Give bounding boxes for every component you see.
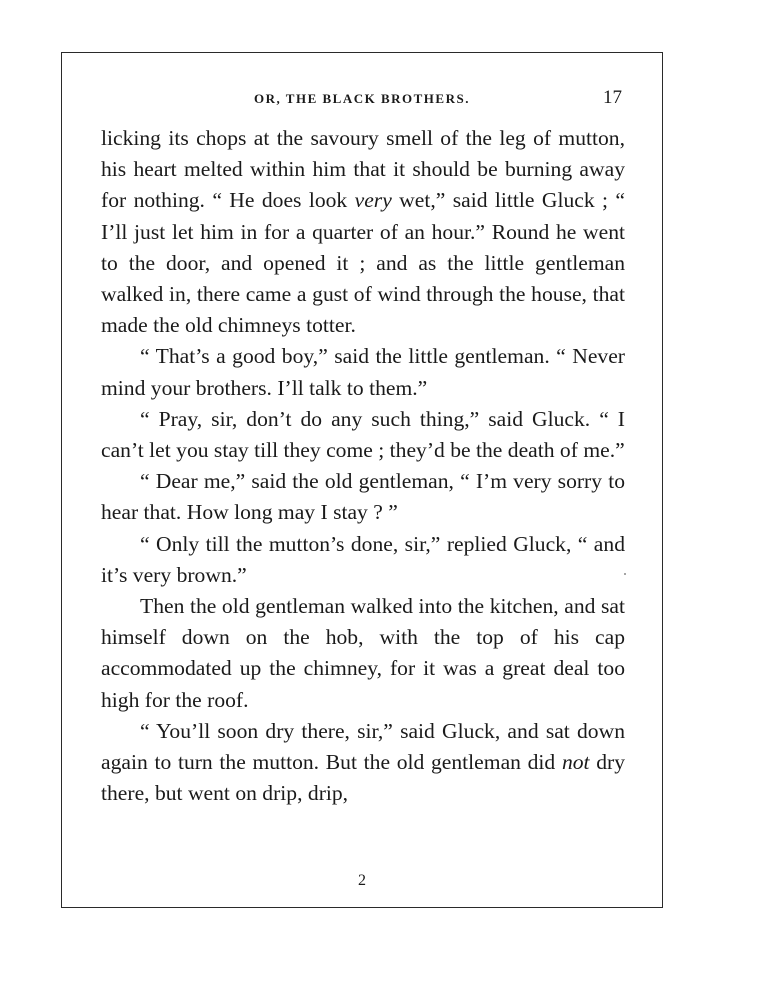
- text-run: dry there, but went on drip, drip,: [101, 750, 626, 806]
- text-run: “ Only till the mutton’s done, sir,” replied Gluck, “ and it’s very brown.”: [101, 531, 625, 587]
- page-frame: [61, 52, 663, 908]
- paragraph: [101, 341, 625, 403]
- paragraph: [101, 716, 625, 810]
- text-run: “ You’ll soon dry there, sir,” said Gluck, and sat down again to turn the mutton. But the old gentleman did: [101, 718, 625, 775]
- page-number: 17: [603, 87, 622, 108]
- paragraph: [101, 529, 625, 591]
- text-run: Then the old gentleman walked into the kitchen, and sat himself down on the hob, with the top of his cap accommodated up the chimney, for it was a great deal too high for the roof.: [101, 594, 625, 712]
- paragraph: [101, 466, 625, 528]
- paragraph: [101, 404, 625, 466]
- body-text: [101, 123, 625, 809]
- text-run: “ Pray, sir, don’t do any such thing,” said Gluck. “ I can’t let you stay till they come ; they’d be the death of me.”: [101, 406, 625, 463]
- running-head: [62, 89, 662, 113]
- signature-mark: 2: [358, 872, 366, 889]
- text-run: “ Dear me,” said the old gentleman, “ I’m very sorry to hear that. How long may I stay ? ”: [101, 469, 625, 525]
- paragraph: [101, 123, 625, 341]
- text-run: wet,” said little Gluck ; “ I’ll just let him in for a quarter of an hour.” Round he went to the door, and opened it ; and as the little gentleman walked in, there came a gust of wind through the house, that made the old chimneys totter.: [101, 188, 625, 338]
- italic-text: very: [354, 188, 392, 213]
- paper-speck: [624, 573, 626, 575]
- paragraph: [101, 591, 625, 716]
- italic-text: not: [561, 750, 590, 775]
- text-run: “ That’s a good boy,” said the little gentleman. “ Never mind your brothers. I’ll talk to them.”: [101, 344, 625, 400]
- running-title: OR, THE BLACK BROTHERS.: [254, 91, 470, 106]
- text-run: licking its chops at the savoury smell of the leg of mutton, his heart melted within him that it should be burning away for nothing. “ He does look: [101, 126, 625, 213]
